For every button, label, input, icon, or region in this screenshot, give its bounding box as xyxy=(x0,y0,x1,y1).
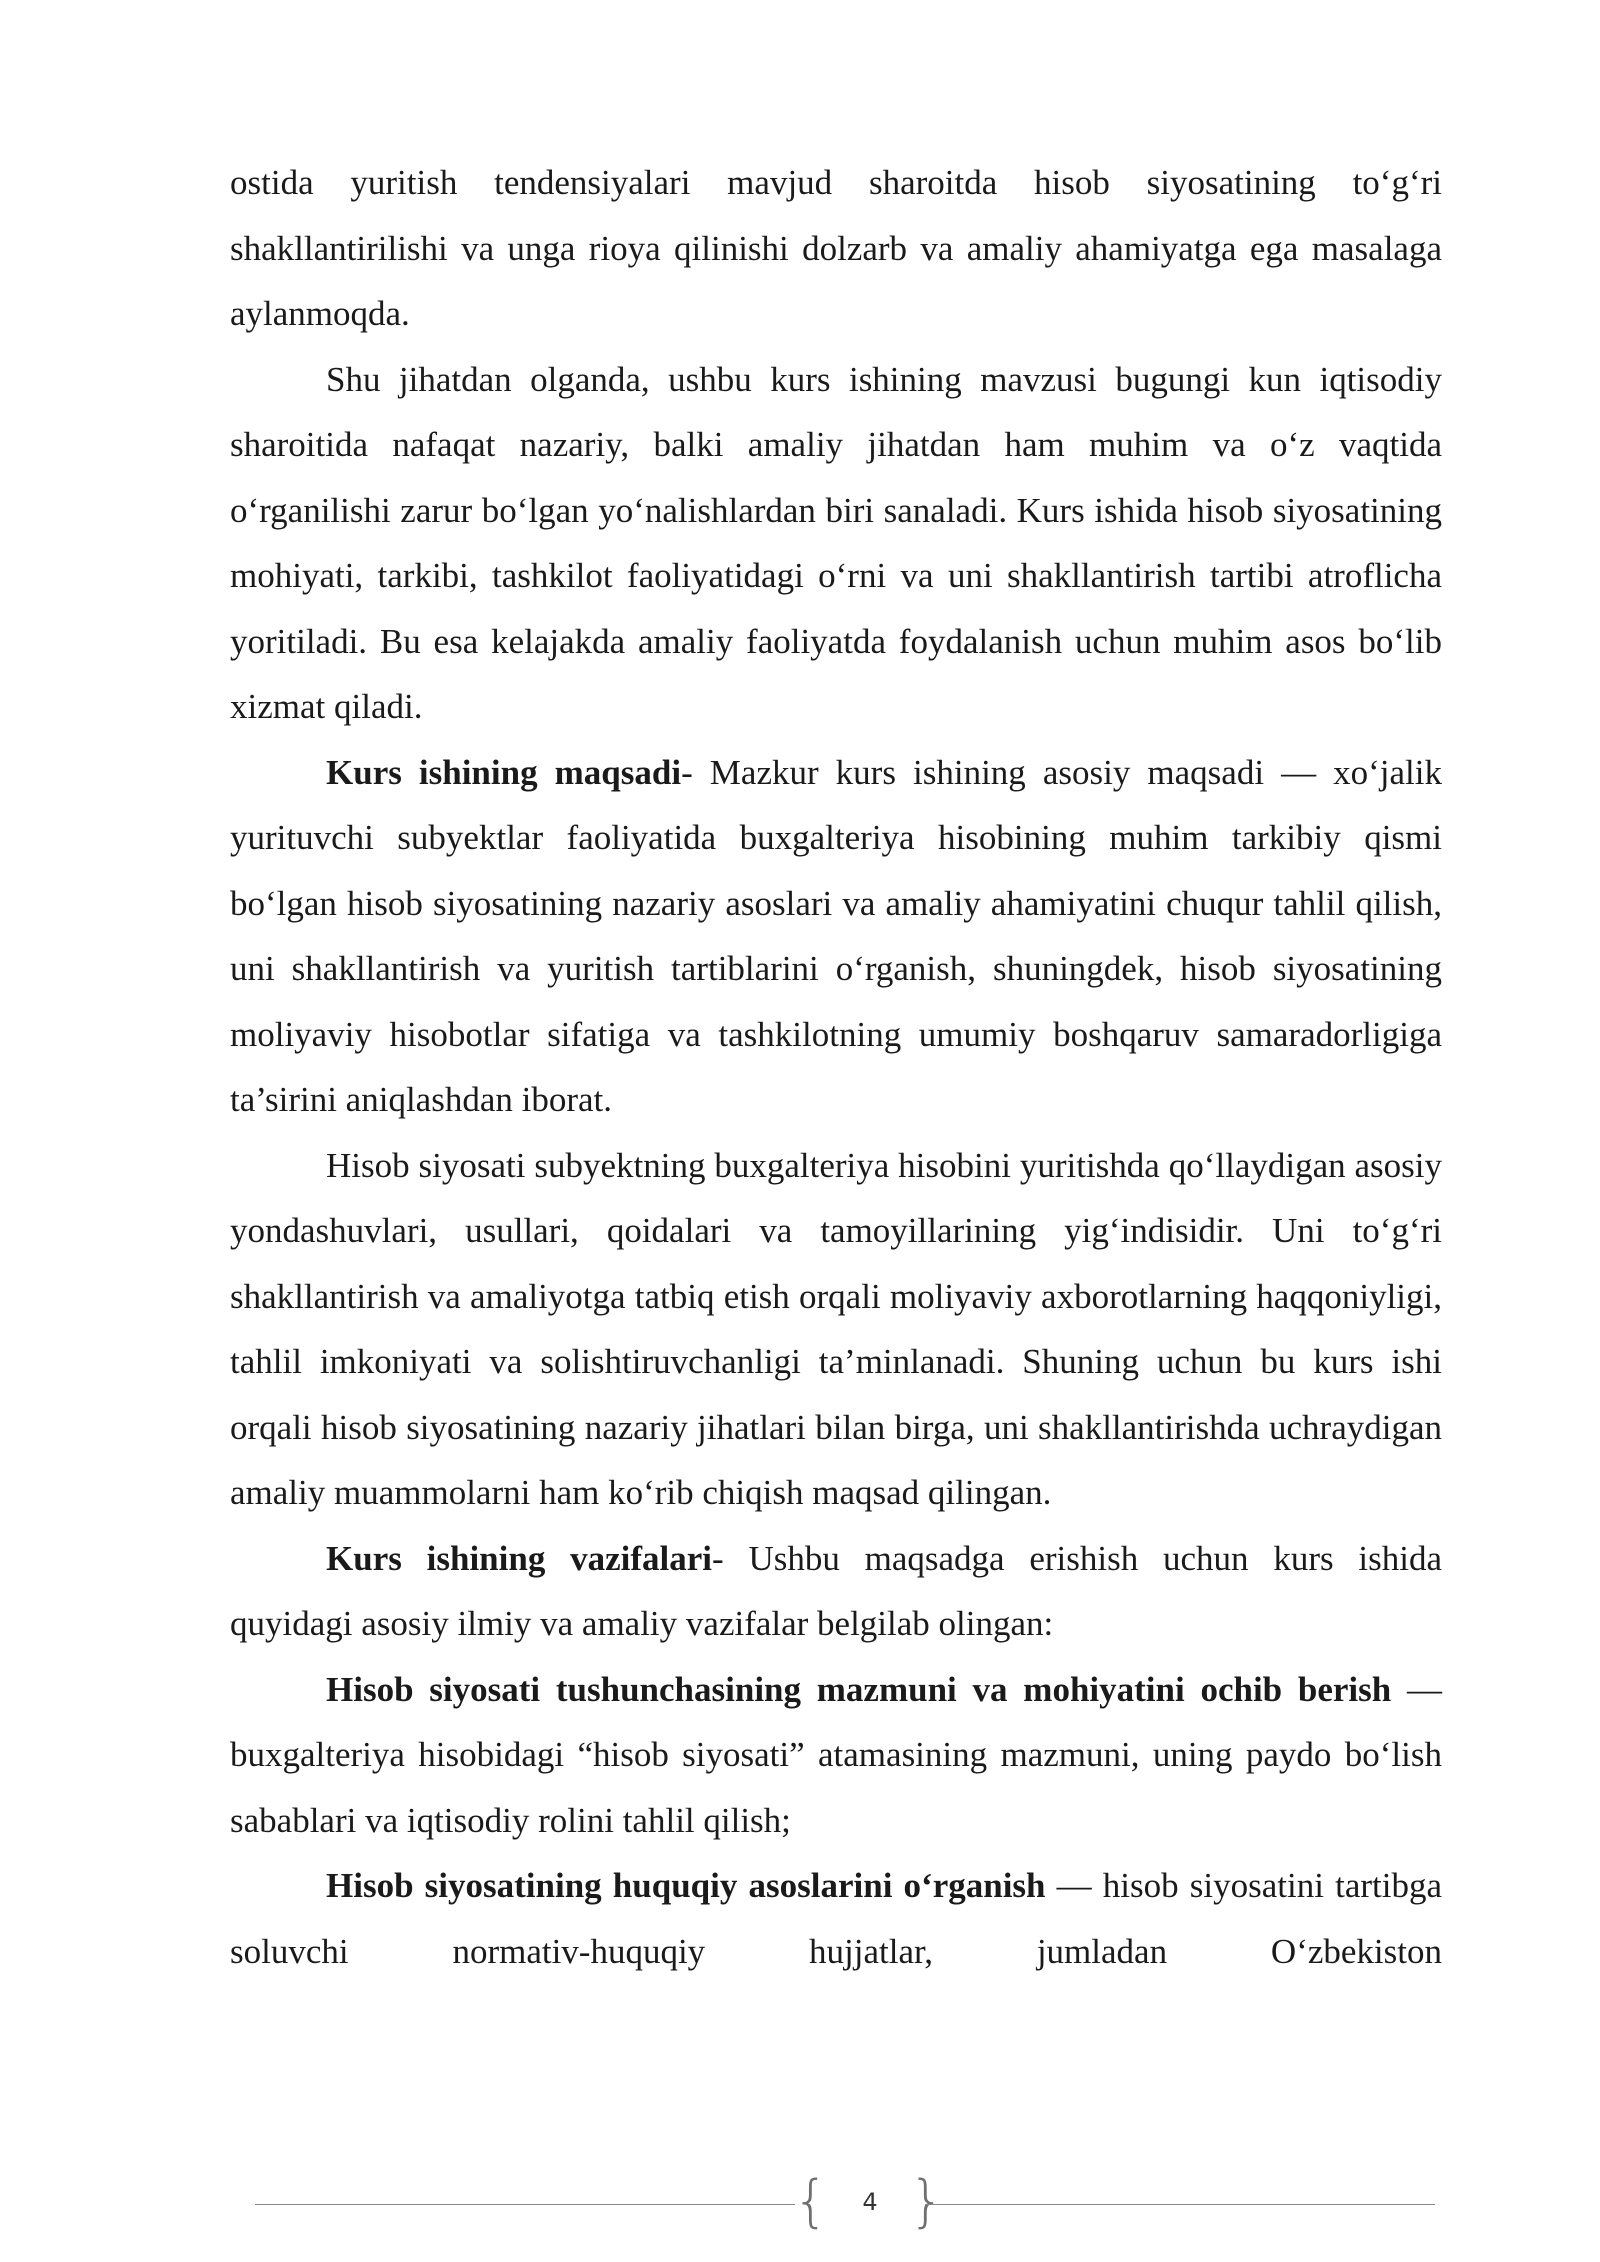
paragraph-2-text: Shu jihatdan olganda, ushbu kurs ishining mavzusi bugungi kun iqtisodiy sharoitida nafaqat nazariy, balki amaliy jihatdan ham muhim va o‘z vaqtida o‘rganilishi zarur bo‘lgan yo‘nalishlardan biri sanaladi. Kurs ishida hisob siyosatining mohiyati, tarkibi, tashkilot faoliyatidagi o‘rni va uni shakllantirish tartibi atroflicha yoritiladi. Bu esa kelajakda amaliy faoliyatda foydalanish uchun muhim asos bo‘lib xizmat qiladi. xyxy=(230,359,1442,726)
body-text xyxy=(230,150,1442,1984)
right-brace-icon: } xyxy=(909,2169,945,2234)
paragraph-3-text: - Mazkur kurs ishining asosiy maqsadi — xo‘jalik yurituvchi subyektlar faoliyatida buxgalteriya hisobining muhim tarkibiy qismi bo‘lgan hisob siyosatining nazariy asoslari va amaliy ahamiyatini chuqur tahlil qilish, uni shakllantirish va yuritish tartiblarini o‘rganish, shuningdek, hisob siyosatining moliyaviy hisobotlar sifatiga va tashkilotning umumiy boshqaruv samaradorligiga ta’sirini aniqlashdan iborat. xyxy=(230,752,1443,1119)
paragraph-3-heading: Kurs ishining maqsadi xyxy=(326,752,682,792)
paragraph-1 xyxy=(230,150,1442,347)
footer-rule-left xyxy=(255,2204,795,2205)
paragraph-5-heading: Kurs ishining vazifalari xyxy=(326,1538,712,1578)
page-footer xyxy=(255,2170,1435,2240)
paragraph-5 xyxy=(230,1526,1442,1657)
footer-rule-right xyxy=(925,2204,1435,2205)
paragraph-4 xyxy=(230,1133,1442,1526)
page-number: 4 xyxy=(862,2188,878,2216)
paragraph-7-text: — hisob siyosatini tartibga soluvchi normativ-huquqiy hujjatlar, jumladan O‘zbekiston xyxy=(230,1866,1442,1971)
paragraph-6 xyxy=(230,1657,1442,1854)
paragraph-7-heading: Hisob siyosatining huquqiy asoslarini o‘rganish xyxy=(326,1866,1046,1905)
left-brace-icon: { xyxy=(793,2169,829,2234)
paragraph-2 xyxy=(230,347,1442,740)
paragraph-7 xyxy=(230,1853,1442,1984)
paragraph-1-text: ostida yuritish tendensiyalari mavjud sharoitda hisob siyosatining to‘g‘ri shakllantirilishi va unga rioya qilinishi dolzarb va amaliy ahamiyatga ega masalaga aylanmoqda. xyxy=(230,163,1442,333)
paragraph-4-text: Hisob siyosati subyektning buxgalteriya hisobini yuritishda qo‘llaydigan asosiy yondashuvlari, usullari, qoidalari va tamoyillarining yig‘indisidir. Uni to‘g‘ri shakllantirish va amaliyotga tatbiq etish orqali moliyaviy axborotlarning haqqoniyligi, tahlil imkoniyati va solishtiruvchanligi ta’minlanadi. Shuning uchun bu kurs ishi orqali hisob siyosatining nazariy jihatlari bilan birga, uni shakllantirishda uchraydigan amaliy muammolarni ham ko‘rib chiqish maqsad qilingan. xyxy=(230,1145,1442,1512)
paragraph-3 xyxy=(230,740,1442,1133)
paragraph-6-text: — buxgalteriya hisobidagi “hisob siyosati” atamasining mazmuni, uning paydo bo‘lish sabablari va iqtisodiy rolini tahlil qilish; xyxy=(230,1669,1443,1840)
paragraph-5-text: - Ushbu maqsadga erishish uchun kurs ishida quyidagi asosiy ilmiy va amaliy vazifalar belgilab olingan: xyxy=(230,1538,1442,1643)
paragraph-6-heading: Hisob siyosati tushunchasining mazmuni va mohiyatini ochib berish xyxy=(326,1669,1392,1709)
